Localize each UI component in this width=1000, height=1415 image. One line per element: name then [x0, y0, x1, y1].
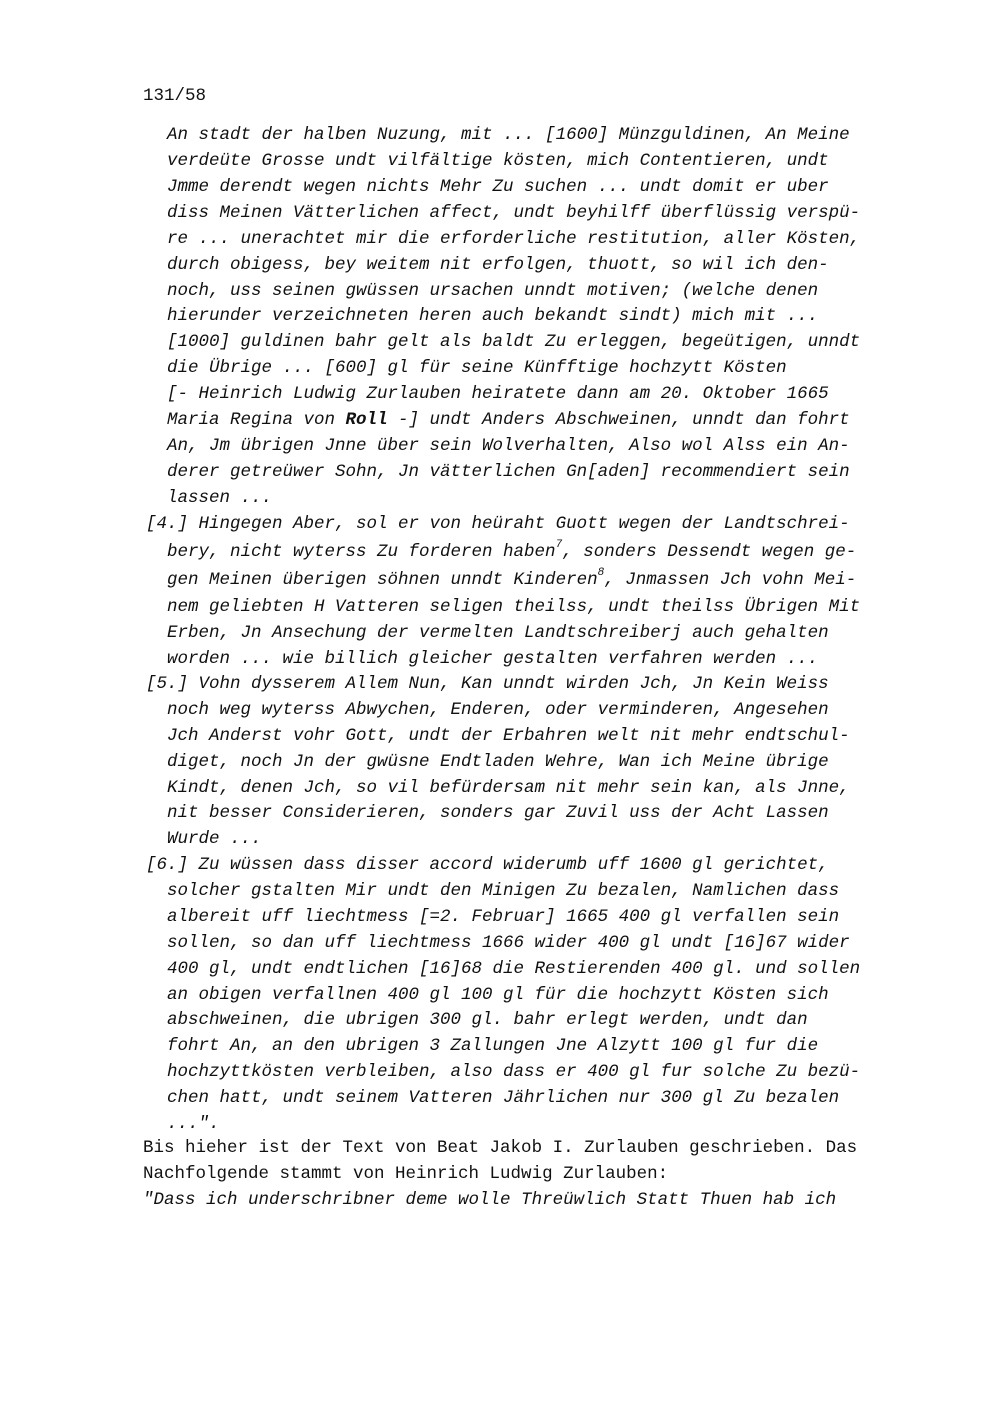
text-line-segment: hierunder verzeichneten heren auch bekandt sindt) mich mit ...	[167, 306, 819, 326]
text-line	[167, 384, 829, 404]
text-line	[146, 855, 829, 875]
text-line	[167, 177, 829, 197]
text-line-segment: gen Meinen überigen söhnen unndt Kinderen	[167, 570, 598, 590]
text-line	[167, 752, 829, 772]
text-line-segment: noch, uss seinen gwüssen ursachen unndt motiven; (welche denen	[167, 281, 819, 301]
text-line	[167, 1010, 808, 1030]
text-line-segment: , sonders Dessendt wegen ge-	[562, 542, 857, 562]
text-line-segment: bery, nicht wyterss Zu forderen haben	[167, 542, 556, 562]
text-line	[167, 907, 839, 927]
text-line-segment: Jch Anderst vohr Gott, undt der Erbahren welt nit mehr endtschul-	[167, 726, 850, 746]
text-line	[167, 462, 850, 482]
text-line-segment: Erben, Jn Ansechung der vermelten Landtschreiberj auch gehalten	[167, 623, 829, 643]
text-line	[167, 255, 829, 275]
text-line	[167, 229, 860, 249]
text-line-segment: 400 gl, undt endtlichen [16]68 die Restierenden 400 gl. und sollen	[167, 959, 861, 979]
text-line	[167, 567, 857, 590]
text-line	[167, 649, 818, 669]
text-line-segment: , Jnmassen Jch vohn Mei-	[604, 570, 857, 590]
text-line	[167, 778, 850, 798]
text-line	[167, 539, 857, 562]
text-line	[167, 959, 860, 979]
text-line	[143, 1138, 857, 1158]
text-line	[167, 125, 850, 145]
text-line-segment: durch obigess, bey weitem nit erfolgen, thuott, so wil ich den-	[167, 255, 829, 275]
text-line-segment: [5.] Vohn dysserem Allem Nun, Kan unndt wirden Jch, Jn Kein Weiss	[146, 674, 829, 694]
text-line	[167, 151, 829, 171]
text-line-segment: -] undt Anders Abschweinen, unndt dan fohrt	[387, 410, 850, 430]
text-line	[167, 306, 818, 326]
text-line	[167, 1036, 818, 1056]
text-line-segment: Maria Regina von	[167, 410, 346, 430]
text-line-segment: An stadt der halben Nuzung, mit ... [1600] Münzguldinen, An Meine	[167, 125, 850, 145]
text-line-segment: albereit uff liechtmess [=2. Februar] 1665 400 gl verfallen sein	[167, 907, 840, 927]
text-line-segment: Bis hieher ist der Text von Beat Jakob I. Zurlauben geschrieben. Das	[143, 1138, 858, 1158]
text-line-segment: sollen, so dan uff liechtmess 1666 wider 400 gl undt [16]67 wider	[167, 933, 850, 953]
text-line	[167, 623, 829, 643]
text-line-segment: diget, noch Jn der gwüsne Endtladen Wehre, Wan ich Meine übrige	[167, 752, 829, 772]
text-line-segment: [4.] Hingegen Aber, sol er von heüraht Guott wegen der Landtschrei-	[146, 514, 850, 534]
text-line-segment: die Übrige ... [600] gl für seine Künfftige hochzytt Kösten	[167, 358, 787, 378]
text-line	[167, 1062, 860, 1082]
text-line-segment: [- Heinrich Ludwig Zurlauben heiratete dann am 20. Oktober 1665	[167, 384, 829, 404]
text-line-segment: lassen ...	[167, 488, 273, 508]
text-line	[167, 933, 850, 953]
text-line-segment: "Dass ich underschribner deme wolle Threüwlich Statt Thuen hab ich	[143, 1190, 837, 1210]
text-line-segment: chen hatt, undt seinem Vatteren Jährlichen nur 300 gl Zu bezalen	[167, 1088, 840, 1108]
footnote-marker: 7	[555, 539, 563, 552]
text-line-segment: hochzyttkösten verbleiben, also dass er 400 gl fur solche Zu bezü-	[167, 1062, 861, 1082]
bold-name: Roll	[345, 410, 388, 430]
text-line-segment: abschweinen, die ubrigen 300 gl. bahr erlegt werden, undt dan	[167, 1010, 808, 1030]
text-line	[167, 829, 262, 849]
text-line-segment: Kindt, denen Jch, so vil befürdersam nit mehr sein kan, als Jnne,	[167, 778, 850, 798]
text-line-segment: verdeüte Grosse undt vilfältige kösten, mich Contentieren, undt	[167, 151, 829, 171]
text-line-segment: Nachfolgende stammt von Heinrich Ludwig Zurlauben:	[143, 1164, 669, 1184]
text-line-segment: noch weg wyterss Abwychen, Enderen, oder verminderen, Angesehen	[167, 700, 829, 720]
text-line	[167, 1088, 839, 1108]
text-line-segment: ...".	[167, 1114, 220, 1134]
text-line	[146, 674, 829, 694]
text-line	[167, 488, 272, 508]
text-line	[167, 726, 850, 746]
page-number: 131/58	[143, 86, 207, 106]
text-line-segment: derer getreüwer Sohn, Jn vätterlichen Gn[aden] recommendiert sein	[167, 462, 850, 482]
text-line	[167, 700, 829, 720]
text-line	[167, 410, 850, 430]
text-line-segment: worden ... wie billich gleicher gestalten verfahren werden ...	[167, 649, 819, 669]
text-line	[167, 332, 860, 352]
text-line-segment: nit besser Considerieren, sonders gar Zuvil uss der Acht Lassen	[167, 803, 829, 823]
text-line	[167, 203, 860, 223]
text-line	[146, 514, 850, 534]
text-line	[167, 281, 818, 301]
text-line-segment: An, Jm übrigen Jnne über sein Wolverhalten, Also wol Alss ein An-	[167, 436, 850, 456]
text-line-segment: Jmme derendt wegen nichts Mehr Zu suchen ... undt domit er uber	[167, 177, 829, 197]
text-line	[167, 597, 860, 617]
text-line	[143, 1190, 836, 1210]
text-line	[167, 436, 850, 456]
text-line-segment: Wurde ...	[167, 829, 262, 849]
text-line	[167, 985, 829, 1005]
text-line-segment: [6.] Zu wüssen dass disser accord widerumb uff 1600 gl gerichtet,	[146, 855, 829, 875]
text-line-segment: [1000] guldinen bahr gelt als baldt Zu erleggen, begeütigen, unndt	[167, 332, 861, 352]
text-line	[167, 1114, 220, 1134]
text-line-segment: nem geliebten H Vatteren seligen theilss, undt theilss Übrigen Mit	[167, 597, 861, 617]
text-line	[167, 881, 839, 901]
text-line-segment: an obigen verfallnen 400 gl 100 gl für die hochzytt Kösten sich	[167, 985, 829, 1005]
text-line-segment: solcher gstalten Mir undt den Minigen Zu bezalen, Namlichen dass	[167, 881, 840, 901]
footnote-marker: 8	[597, 567, 605, 580]
text-line-segment: re ... unerachtet mir die erforderliche restitution, aller Kösten,	[167, 229, 861, 249]
text-line	[167, 358, 787, 378]
text-line	[143, 1164, 668, 1184]
text-line	[167, 803, 829, 823]
text-line-segment: diss Meinen Vätterlichen affect, undt beyhilff überflüssig verspü-	[167, 203, 861, 223]
text-line-segment: fohrt An, an den ubrigen 3 Zallungen Jne Alzytt 100 gl fur die	[167, 1036, 819, 1056]
